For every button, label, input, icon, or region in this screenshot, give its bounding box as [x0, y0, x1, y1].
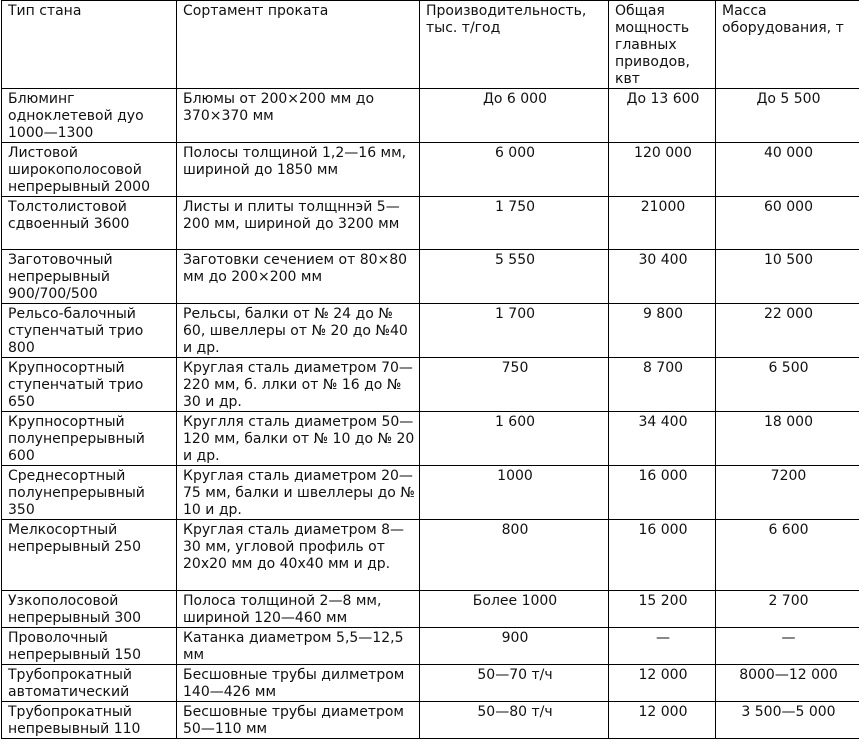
- productivity-cell: 900: [420, 628, 609, 665]
- equipment-mass-cell: 2 700: [716, 591, 859, 628]
- assortment-cell: Круглля сталь диаметром 50—120 мм, балки от № 10 до № 20 и др.: [177, 412, 420, 466]
- productivity-cell: 800: [420, 520, 609, 591]
- productivity-cell: 5 550: [420, 250, 609, 304]
- table-row: [2, 702, 859, 739]
- productivity-cell: Более 1000: [420, 591, 609, 628]
- mill-type-cell: Заготовочный непрерывный 900/700/500: [2, 250, 177, 304]
- assortment-cell: Полосы толщиной 1,2—16 мм, шириной до 1850 мм: [177, 143, 420, 197]
- equipment-mass-cell: 7200: [716, 466, 859, 520]
- header-productivity: Производительность, тыс. т/год: [420, 1, 609, 89]
- table-row: [2, 250, 859, 304]
- drive-power-cell: 120 000: [609, 143, 716, 197]
- equipment-mass-cell: 40 000: [716, 143, 859, 197]
- mill-type-cell: Трубопрокатный автоматический: [2, 665, 177, 702]
- drive-power-cell: 30 400: [609, 250, 716, 304]
- equipment-mass-cell: До 5 500: [716, 89, 859, 143]
- drive-power-cell: —: [609, 628, 716, 665]
- table-header-row: [2, 1, 859, 89]
- productivity-cell: 1000: [420, 466, 609, 520]
- drive-power-cell: 12 000: [609, 702, 716, 739]
- equipment-mass-cell: 3 500—5 000: [716, 702, 859, 739]
- assortment-cell: Блюмы от 200×200 мм до 370×370 мм: [177, 89, 420, 143]
- equipment-mass-cell: 60 000: [716, 197, 859, 250]
- drive-power-cell: 16 000: [609, 466, 716, 520]
- table-row: [2, 466, 859, 520]
- equipment-mass-cell: —: [716, 628, 859, 665]
- table-row: [2, 197, 859, 250]
- table-row: [2, 412, 859, 466]
- header-assortment: Сортамент проката: [177, 1, 420, 89]
- productivity-cell: 1 600: [420, 412, 609, 466]
- productivity-cell: До 6 000: [420, 89, 609, 143]
- mill-type-cell: Крупносортный полунепрерывный 600: [2, 412, 177, 466]
- assortment-cell: Листы и плиты толщннэй 5—200 мм, шириной до 3200 мм: [177, 197, 420, 250]
- mill-type-cell: Среднесортный полунепрерывный 350: [2, 466, 177, 520]
- mill-type-cell: Узкополосовой непрерывный 300: [2, 591, 177, 628]
- assortment-cell: Катанка диаметром 5,5—12,5 мм: [177, 628, 420, 665]
- assortment-cell: Заготовки сечением от 80×80 мм до 200×200 мм: [177, 250, 420, 304]
- drive-power-cell: До 13 600: [609, 89, 716, 143]
- equipment-mass-cell: 10 500: [716, 250, 859, 304]
- productivity-cell: 1 700: [420, 304, 609, 358]
- mill-type-cell: Толстолистовой сдвоенный 3600: [2, 197, 177, 250]
- table-row: [2, 89, 859, 143]
- table-row: [2, 358, 859, 412]
- table-row: [2, 304, 859, 358]
- productivity-cell: 750: [420, 358, 609, 412]
- assortment-cell: Круглая сталь диаметром 8—30 мм, угловой профиль от 20x20 мм до 40x40 мм и др.: [177, 520, 420, 591]
- header-equipment-mass: Масса оборудования, т: [716, 1, 859, 89]
- header-mill-type: Тип стана: [2, 1, 177, 89]
- drive-power-cell: 9 800: [609, 304, 716, 358]
- productivity-cell: 1 750: [420, 197, 609, 250]
- assortment-cell: Полоса толщиной 2—8 мм, шириной 120—460 мм: [177, 591, 420, 628]
- table-row: [2, 520, 859, 591]
- equipment-mass-cell: 6 500: [716, 358, 859, 412]
- equipment-mass-cell: 22 000: [716, 304, 859, 358]
- assortment-cell: Бесшовные трубы диаметром 50—110 мм: [177, 702, 420, 739]
- assortment-cell: Круглая сталь диаметром 20—75 мм, балки и швеллеры до № 10 и др.: [177, 466, 420, 520]
- assortment-cell: Бесшовные трубы дилметром 140—426 мм: [177, 665, 420, 702]
- mill-type-cell: Рельсо-балочный ступенчатый трио 800: [2, 304, 177, 358]
- mill-type-cell: Листовой широкополосовой непрерывный 2000: [2, 143, 177, 197]
- productivity-cell: 50—70 т/ч: [420, 665, 609, 702]
- assortment-cell: Круглая сталь диаметром 70—220 мм, б. ллки от № 16 до № 30 и др.: [177, 358, 420, 412]
- steel-mill-table: [1, 0, 859, 739]
- table-row: [2, 665, 859, 702]
- table-row: [2, 591, 859, 628]
- table-row: [2, 143, 859, 197]
- drive-power-cell: 15 200: [609, 591, 716, 628]
- productivity-cell: 50—80 т/ч: [420, 702, 609, 739]
- mill-type-cell: Трубопрокатный непревывный 110: [2, 702, 177, 739]
- mill-type-cell: Блюминг одноклетевой дуо 1000—1300: [2, 89, 177, 143]
- equipment-mass-cell: 8000—12 000: [716, 665, 859, 702]
- mill-type-cell: Проволочный непрерывный 150: [2, 628, 177, 665]
- equipment-mass-cell: 6 600: [716, 520, 859, 591]
- drive-power-cell: 12 000: [609, 665, 716, 702]
- drive-power-cell: 34 400: [609, 412, 716, 466]
- drive-power-cell: 8 700: [609, 358, 716, 412]
- header-drive-power: Общая мощность главных приводов, квт: [609, 1, 716, 89]
- assortment-cell: Рельсы, балки от № 24 до № 60, швеллеры от № 20 до №40 и др.: [177, 304, 420, 358]
- mill-type-cell: Крупносортный ступенчатый трио 650: [2, 358, 177, 412]
- drive-power-cell: 21000: [609, 197, 716, 250]
- mill-type-cell: Мелкосортный непрерывный 250: [2, 520, 177, 591]
- table-row: [2, 628, 859, 665]
- equipment-mass-cell: 18 000: [716, 412, 859, 466]
- productivity-cell: 6 000: [420, 143, 609, 197]
- drive-power-cell: 16 000: [609, 520, 716, 591]
